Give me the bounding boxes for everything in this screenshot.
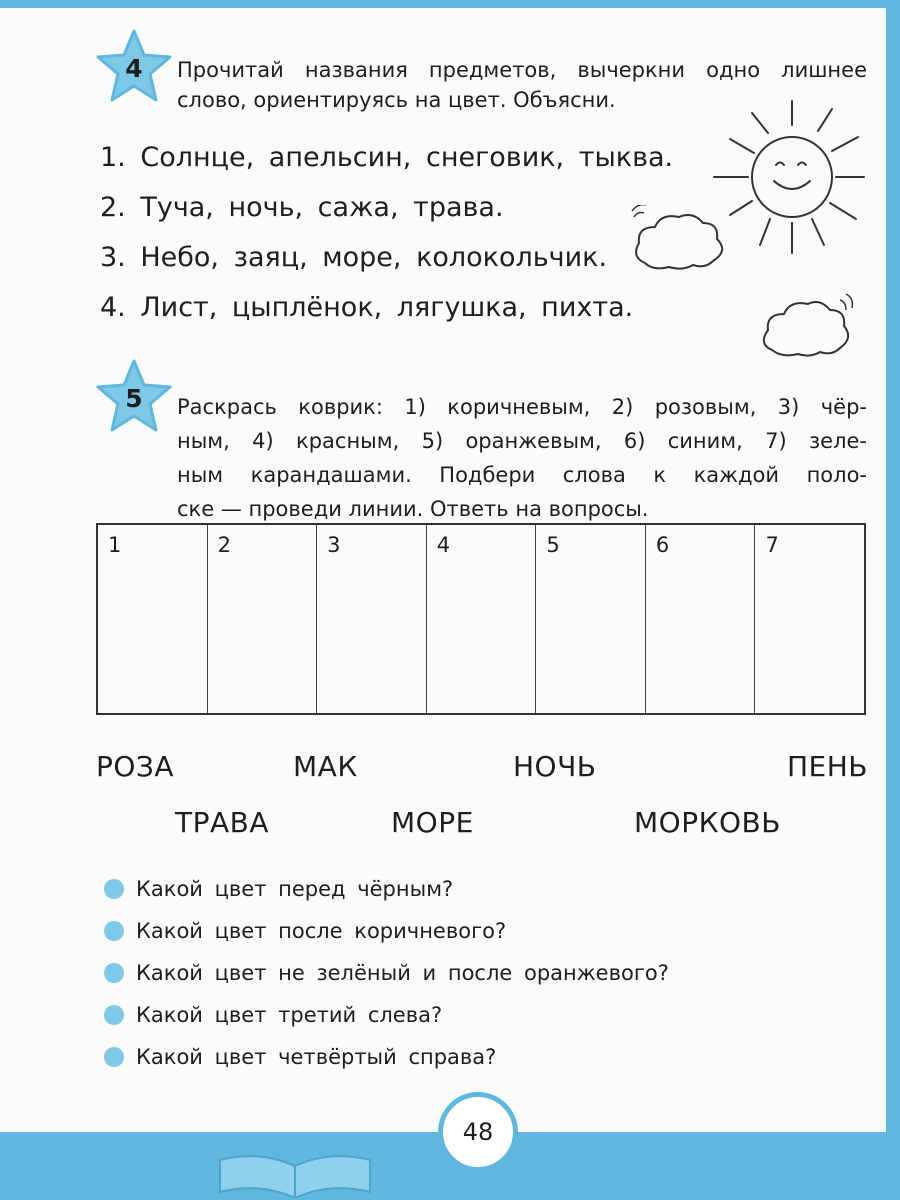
task4-list <box>100 138 673 338</box>
word-option[interactable]: ПЕНЬ <box>787 750 869 783</box>
bullet-icon <box>104 1005 124 1025</box>
task5-instruction <box>177 390 867 526</box>
stripe-number: 4 <box>436 533 451 557</box>
stripe-number: 1 <box>108 533 122 557</box>
task4-number: 4 <box>125 53 143 83</box>
question-text: Какой цвет четвёртый справа? <box>136 1045 497 1069</box>
word-option[interactable]: НОЧЬ <box>513 750 597 783</box>
task4-instruction-line: Прочитай названия предметов, вычеркни одно лишнее <box>177 58 867 82</box>
question-text: Какой цвет третий слева? <box>136 1003 443 1027</box>
word-option[interactable]: МОРКОВЬ <box>634 806 781 839</box>
stripe-number: 3 <box>327 533 341 557</box>
list-item: 1. Солнце, апельсин, снеговик, тыква. <box>100 142 674 173</box>
bullet-icon <box>104 963 124 983</box>
task4-instruction-line: слово, ориентируясь на цвет. Объясни. <box>177 88 616 112</box>
word-option[interactable]: МАК <box>293 750 358 783</box>
cloud-icon <box>760 292 855 362</box>
list-item: 2. Туча, ночь, сажа, трава. <box>100 192 504 223</box>
question-item <box>104 1036 669 1078</box>
task5-instruction-line: Раскрась коврик: 1) коричневым, 2) розовым, 3) чёр- <box>177 395 867 419</box>
task5-number: 5 <box>125 383 143 413</box>
right-border <box>886 0 900 1200</box>
rug-stripe[interactable] <box>208 525 318 713</box>
stripe-number: 5 <box>546 533 560 557</box>
word-option[interactable]: МОРЕ <box>391 806 474 839</box>
task4-star-icon <box>96 28 172 104</box>
list-item: 4. Лист, цыплёнок, лягушка, пихта. <box>100 292 634 323</box>
task5-instruction-line: ным, 4) красным, 5) оранжевым, 6) синим, 7) зеле- <box>177 429 867 453</box>
question-text: Какой цвет после коричневого? <box>136 919 507 943</box>
question-text: Какой цвет не зелёный и после оранжевого? <box>136 961 669 985</box>
rug-stripe[interactable] <box>317 525 427 713</box>
word-option[interactable]: РОЗА <box>96 750 175 783</box>
cloud-icon <box>630 205 730 275</box>
rug-stripes-grid <box>96 523 866 715</box>
task5-instruction-line: ным карандашами. Подбери слова к каждой поло- <box>177 463 867 487</box>
rug-stripe[interactable] <box>646 525 756 713</box>
stripe-number: 6 <box>655 533 670 557</box>
rug-stripe[interactable] <box>427 525 537 713</box>
questions-list <box>104 868 669 1078</box>
list-item: 3. Небо, заяц, море, колокольчик. <box>100 242 608 273</box>
rug-stripe[interactable] <box>755 525 864 713</box>
bullet-icon <box>104 921 124 941</box>
stripe-number: 7 <box>765 533 779 557</box>
word-option[interactable]: ТРАВА <box>175 806 270 839</box>
rug-stripe[interactable] <box>536 525 646 713</box>
bullet-icon <box>104 879 124 899</box>
bullet-icon <box>104 1047 124 1067</box>
question-item <box>104 952 669 994</box>
rug-stripe[interactable] <box>98 525 208 713</box>
task5-star-icon <box>96 358 172 434</box>
question-text: Какой цвет перед чёрным? <box>136 877 454 901</box>
task5-instruction-line: ске — проведи линии. Ответь на вопросы. <box>177 497 649 521</box>
question-item <box>104 994 669 1036</box>
page-number: 48 <box>438 1092 518 1172</box>
question-item <box>104 868 669 910</box>
question-item <box>104 910 669 952</box>
stripe-number: 2 <box>217 533 231 557</box>
top-border <box>0 0 900 8</box>
book-icon <box>210 1148 380 1198</box>
